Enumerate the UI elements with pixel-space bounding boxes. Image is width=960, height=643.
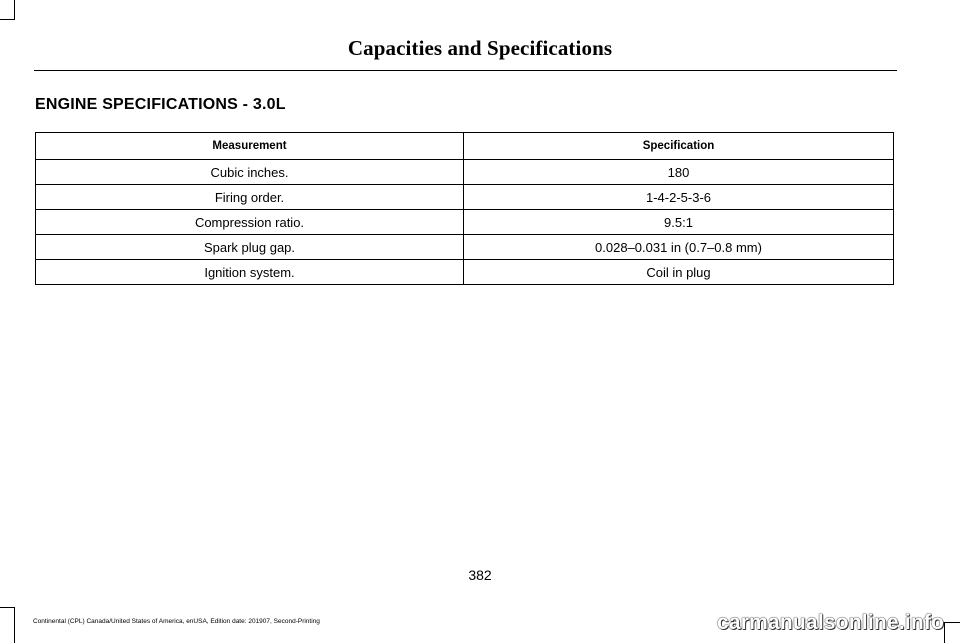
- specification-cell: 9.5:1: [464, 210, 894, 235]
- crop-mark-bottom-left-vertical: [14, 607, 15, 643]
- page-number: 382: [468, 567, 492, 583]
- column-header-measurement: Measurement: [36, 133, 464, 160]
- engine-specifications-table: [35, 132, 894, 285]
- measurement-cell: Spark plug gap.: [36, 235, 464, 260]
- measurement-cell: Compression ratio.: [36, 210, 464, 235]
- crop-mark-bottom-left-horizontal: [0, 607, 15, 608]
- table-header-row: [36, 133, 894, 160]
- crop-mark-bottom-right-horizontal: [944, 622, 960, 623]
- crop-mark-bottom-right-vertical: [944, 622, 945, 643]
- header-rule: [34, 70, 897, 71]
- section-title: ENGINE SPECIFICATIONS - 3.0L: [35, 96, 286, 113]
- table-row: [36, 260, 894, 285]
- footer-edition-text: Continental (CPL) Canada/United States of America, enUSA, Edition date: 201907, Second-Printing: [33, 618, 320, 625]
- page-header-title: Capacities and Specifications: [347, 36, 613, 60]
- measurement-cell: Cubic inches.: [36, 160, 464, 185]
- specification-cell: 180: [464, 160, 894, 185]
- table-row: [36, 185, 894, 210]
- table-row: [36, 160, 894, 185]
- crop-mark-top-left-vertical: [14, 0, 15, 20]
- specification-cell: 0.028–0.031 in (0.7–0.8 mm): [464, 235, 894, 260]
- table-row: [36, 235, 894, 260]
- specification-cell: 1-4-2-5-3-6: [464, 185, 894, 210]
- watermark: carmanualsonline.info: [717, 611, 945, 634]
- measurement-cell: Firing order.: [36, 185, 464, 210]
- crop-mark-top-left-horizontal: [0, 19, 15, 20]
- column-header-specification: Specification: [464, 133, 894, 160]
- measurement-cell: Ignition system.: [36, 260, 464, 285]
- specification-cell: Coil in plug: [464, 260, 894, 285]
- table-row: [36, 210, 894, 235]
